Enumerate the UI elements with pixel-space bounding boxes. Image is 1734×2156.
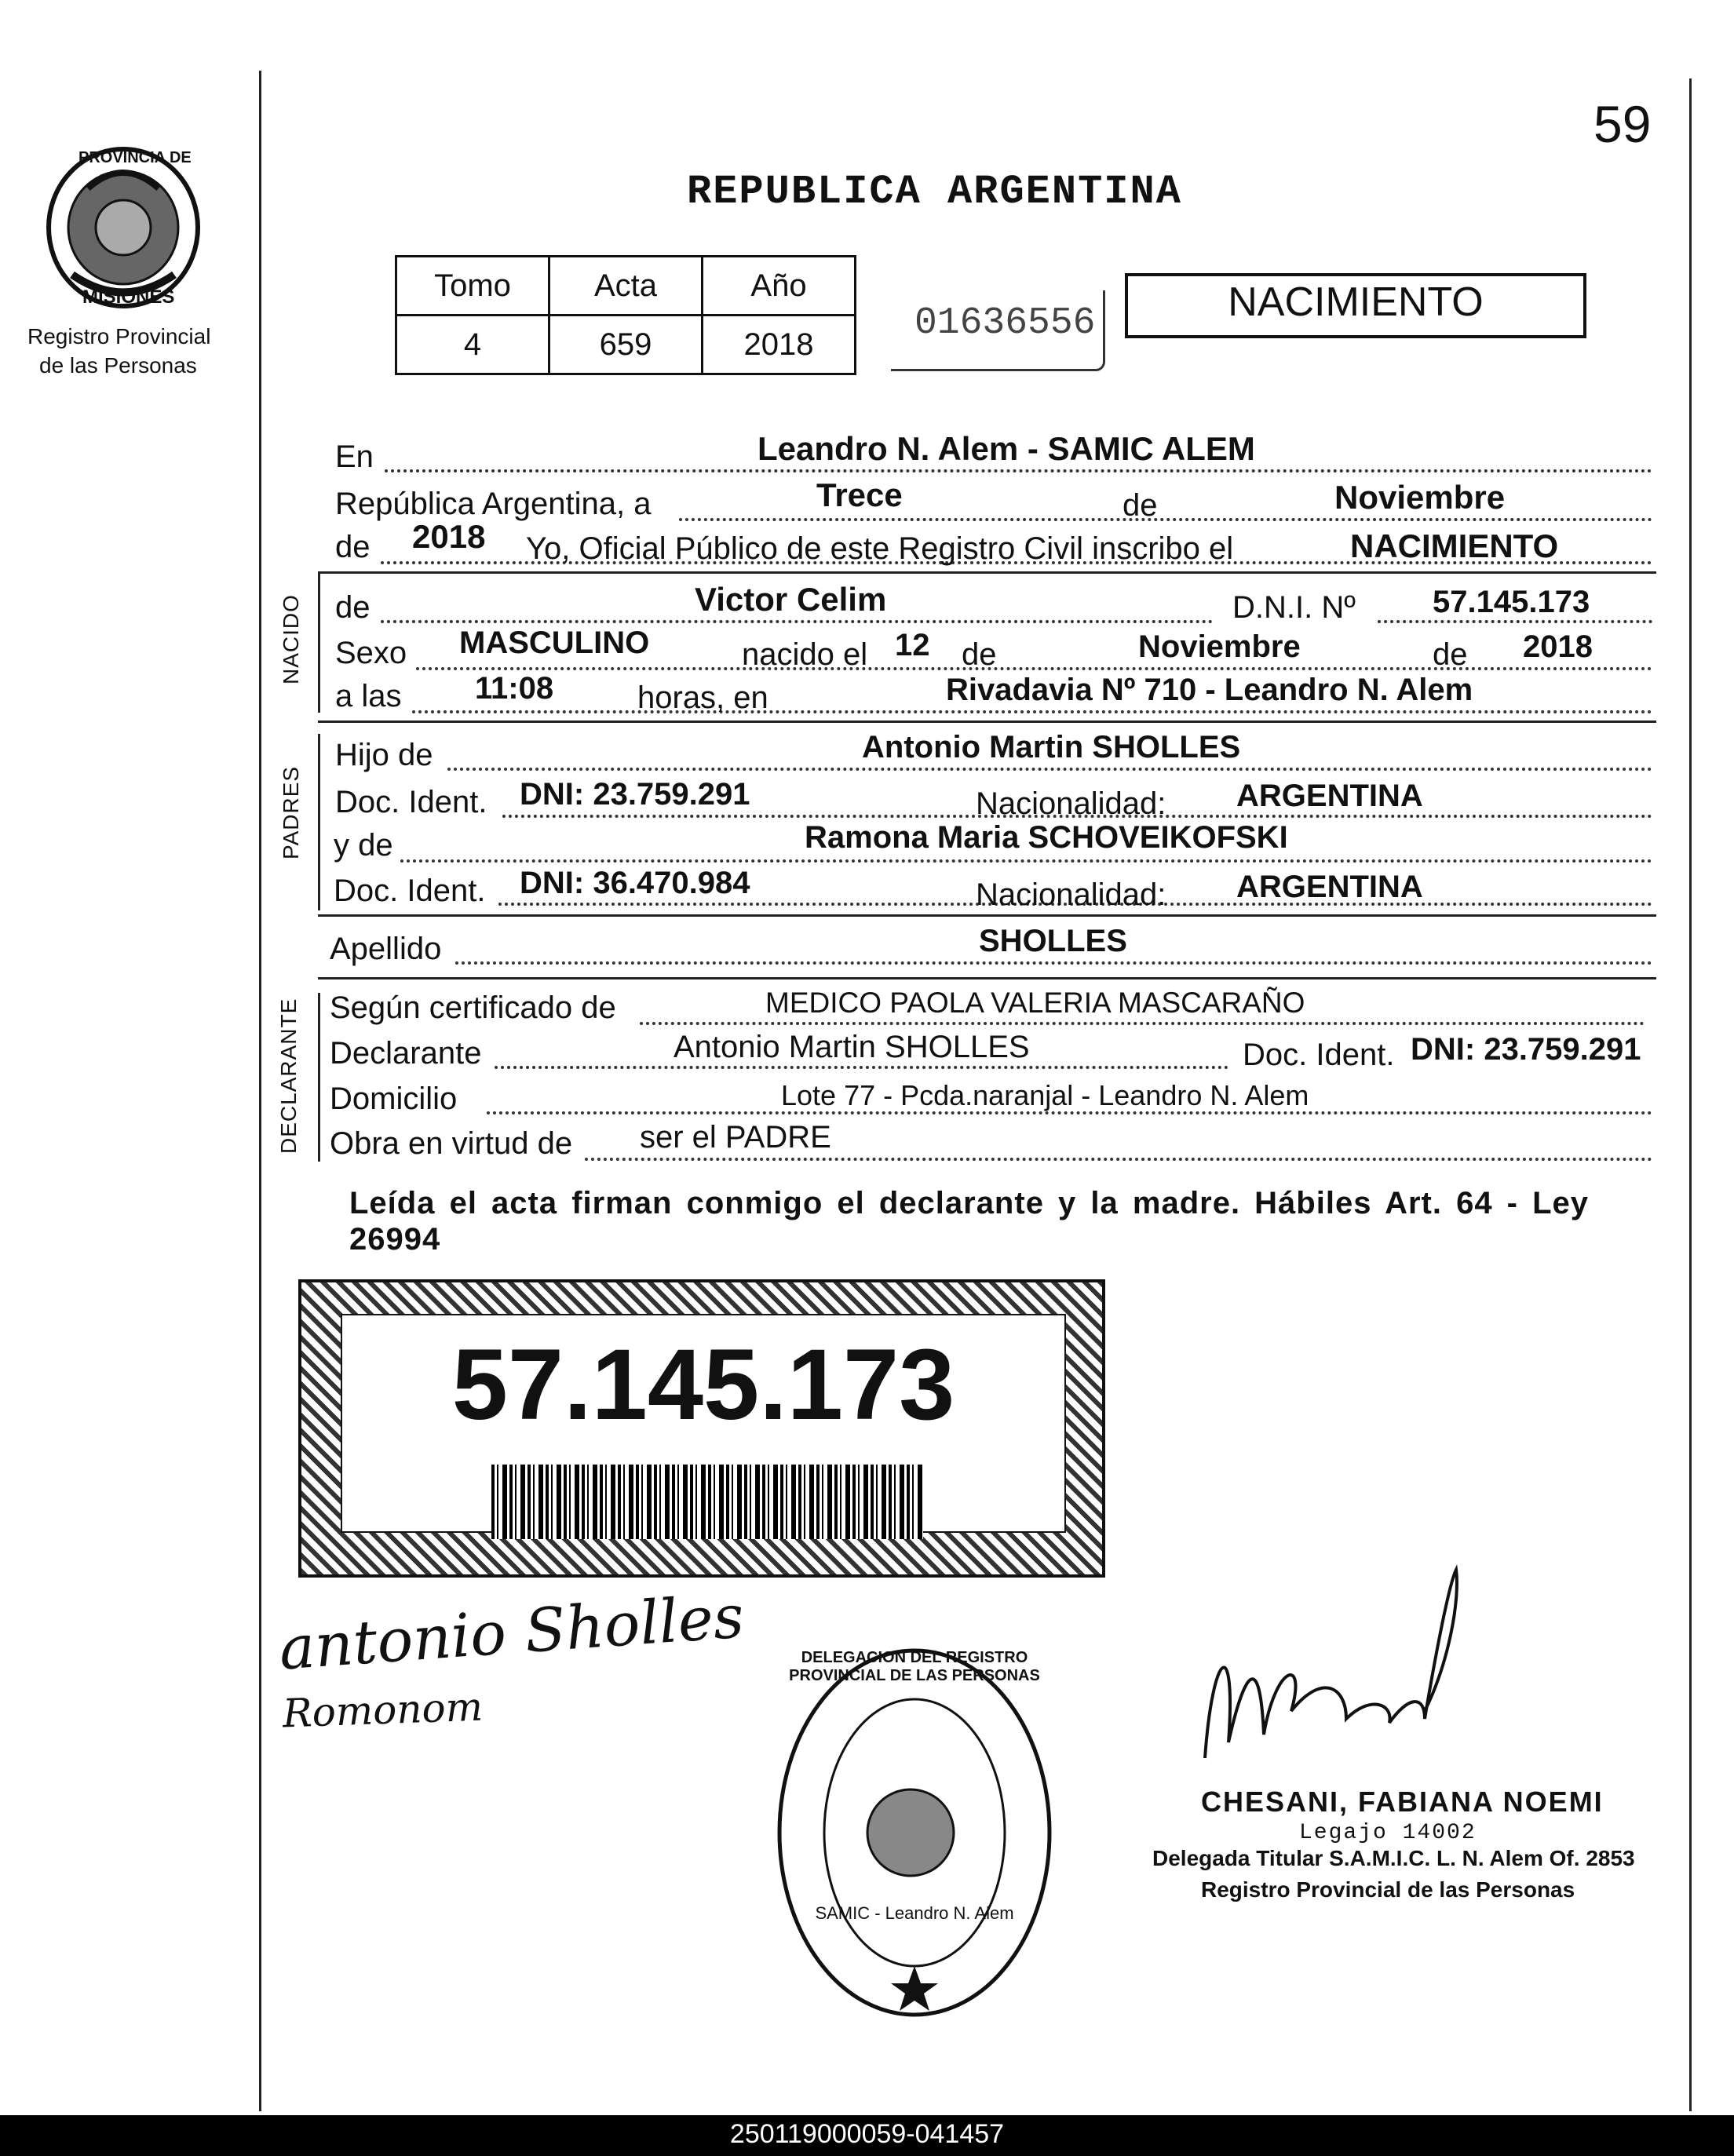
intro-lugar: Leandro N. Alem - SAMIC ALEM — [757, 430, 1255, 467]
hijo-label: Hijo de — [335, 738, 433, 772]
padre-dots — [447, 768, 1652, 771]
intro-dia: Trece — [816, 476, 903, 513]
declarante-label: Declarante — [330, 1036, 482, 1071]
value-acta: 659 — [549, 316, 703, 374]
dni-dots — [1378, 620, 1652, 623]
nacido-nombre: Victor Celim — [695, 581, 887, 618]
doc-type: NACIMIENTO — [1228, 279, 1484, 325]
barcode-bars — [491, 1465, 923, 1539]
official-name: CHESANI, FABIANA NOEMI — [1201, 1786, 1604, 1818]
padres-rule — [318, 914, 1656, 917]
logo-text-bottom: MISIONES — [82, 286, 175, 308]
y-de-label: y de — [334, 828, 393, 863]
stamp-outer-text: DELEGACION DEL REGISTRO PROVINCIAL DE LAS PERSONAS — [789, 1649, 1040, 1684]
dni-label: D.N.I. Nº — [1232, 590, 1356, 625]
stamp-inner-text: SAMIC - Leandro N. Alem — [815, 1903, 1014, 1923]
apellido-rule — [318, 977, 1656, 980]
official-cargo: Delegada Titular S.A.M.I.C. L. N. Alem Of. 2853 — [1152, 1846, 1635, 1870]
official-legajo: Legajo 14002 — [1299, 1821, 1477, 1845]
header-tomo: Tomo — [396, 257, 549, 316]
obra-dots — [585, 1158, 1652, 1161]
madre-nombre: Ramona Maria SCHOVEIKOFSKI — [805, 820, 1288, 855]
registry-line-2: de las Personas — [39, 353, 197, 378]
domicilio-label: Domicilio — [330, 1082, 458, 1116]
declarante-dots — [495, 1066, 1228, 1069]
certificado-dots — [640, 1022, 1645, 1025]
domicilio-value: Lote 77 - Pcda.naranjal - Leandro N. Alem — [781, 1079, 1309, 1111]
padres-bracket — [318, 734, 320, 910]
intro-tipo: NACIMIENTO — [1350, 527, 1559, 564]
header-anio: Año — [703, 257, 856, 316]
logo-text-top: PROVINCIA DE — [78, 149, 192, 166]
nacido-de-label: de — [335, 590, 371, 625]
nacido-sexo: MASCULINO — [459, 626, 650, 660]
certificado-value: MEDICO PAOLA VALERIA MASCARAÑO — [765, 987, 1305, 1019]
padre-nac: ARGENTINA — [1236, 779, 1423, 813]
official-registro: Registro Provincial de las Personas — [1201, 1877, 1575, 1902]
nacido-de-anio-label: de — [1433, 637, 1468, 672]
nombre-dots — [381, 620, 1213, 623]
serial-number: 01636556 — [914, 302, 1096, 345]
nacido-hora: 11:08 — [475, 671, 554, 706]
nacido-el-label: nacido el — [742, 637, 868, 672]
intro-rule — [318, 571, 1656, 574]
acta-table — [395, 255, 856, 375]
declarante-nombre: Antonio Martin SHOLLES — [674, 1030, 1030, 1064]
republica-label: República Argentina, a — [335, 487, 652, 521]
official-signature — [1189, 1554, 1472, 1797]
nacido-anio: 2018 — [1523, 629, 1593, 664]
a-las-label: a las — [335, 679, 402, 713]
horas-label: horas, en — [637, 680, 768, 715]
nacido-de-mes-label: de — [962, 637, 997, 672]
barcode-label — [298, 1279, 1105, 1578]
madre-doc: DNI: 36.470.984 — [520, 866, 750, 900]
nacido-bracket — [318, 571, 320, 713]
nacido-mes: Noviembre — [1138, 629, 1301, 664]
sexo-label: Sexo — [335, 636, 407, 670]
republica-dots — [679, 518, 1652, 521]
en-dots — [385, 469, 1652, 472]
header-acta: Acta — [549, 257, 703, 316]
padre-nombre: Antonio Martin SHOLLES — [862, 730, 1241, 764]
en-label: En — [335, 440, 374, 474]
apellido-value: SHOLLES — [979, 924, 1127, 958]
padre-nac-label: Nacionalidad: — [976, 786, 1166, 821]
intro-de-label-2: de — [335, 530, 371, 564]
serial-bracket — [891, 290, 1105, 371]
right-margin-rule — [1689, 78, 1692, 2111]
nota: Leída el acta firman conmigo el declarante y la madre. Hábiles Art. 64 - Ley 26994 — [349, 1186, 1590, 1257]
footer-id: 250119000059-041457 — [729, 2119, 1005, 2149]
obra-label: Obra en virtud de — [330, 1126, 573, 1161]
hora-dots — [412, 710, 1652, 713]
country-title: REPUBLICA ARGENTINA — [687, 169, 1182, 215]
value-tomo: 4 — [396, 316, 549, 374]
nacido-section-label: NACIDO — [279, 594, 303, 684]
obra-value: ser el PADRE — [640, 1120, 831, 1155]
declarante-doc-label: Doc. Ident. — [1243, 1038, 1395, 1072]
intro-de-label: de — [1123, 488, 1158, 523]
declarante-doc: DNI: 23.759.291 — [1411, 1032, 1641, 1067]
apellido-label: Apellido — [330, 932, 442, 966]
madre-signature: Romonom — [282, 1684, 484, 1737]
declarante-bracket — [318, 993, 320, 1162]
nacido-lugar: Rivadavia Nº 710 - Leandro N. Alem — [946, 673, 1473, 707]
yo-label: Yo, Oficial Público de este Registro Civil inscribo el — [526, 531, 1234, 566]
nacido-dni: 57.145.173 — [1433, 585, 1590, 619]
intro-anio: 2018 — [412, 518, 486, 555]
padre-doc-label: Doc. Ident. — [335, 785, 487, 819]
registry-line-1: Registro Provincial — [27, 324, 211, 348]
apellido-dots — [455, 961, 1652, 965]
madre-dots — [400, 859, 1652, 863]
madre-doc-label: Doc. Ident. — [334, 874, 486, 908]
page-number: 59 — [1593, 95, 1652, 153]
declarante-signature: antonio Sholles — [276, 1581, 747, 1684]
barcode-inner — [341, 1314, 1066, 1533]
padres-section-label: PADRES — [279, 765, 303, 859]
nacido-dia: 12 — [895, 628, 930, 662]
declarante-section-label: DECLARANTE — [276, 998, 301, 1154]
left-margin-rule — [259, 71, 261, 2111]
registry-stamp — [773, 1644, 1056, 2021]
intro-mes: Noviembre — [1334, 479, 1506, 516]
madre-nac-label: Nacionalidad: — [976, 877, 1166, 912]
nacido-rule — [318, 720, 1656, 723]
padre-doc: DNI: 23.759.291 — [520, 777, 750, 812]
segun-label: Según certificado de — [330, 990, 616, 1025]
value-anio: 2018 — [703, 316, 856, 374]
barcode-number: 57.145.173 — [451, 1329, 955, 1441]
madre-nac: ARGENTINA — [1236, 870, 1423, 904]
